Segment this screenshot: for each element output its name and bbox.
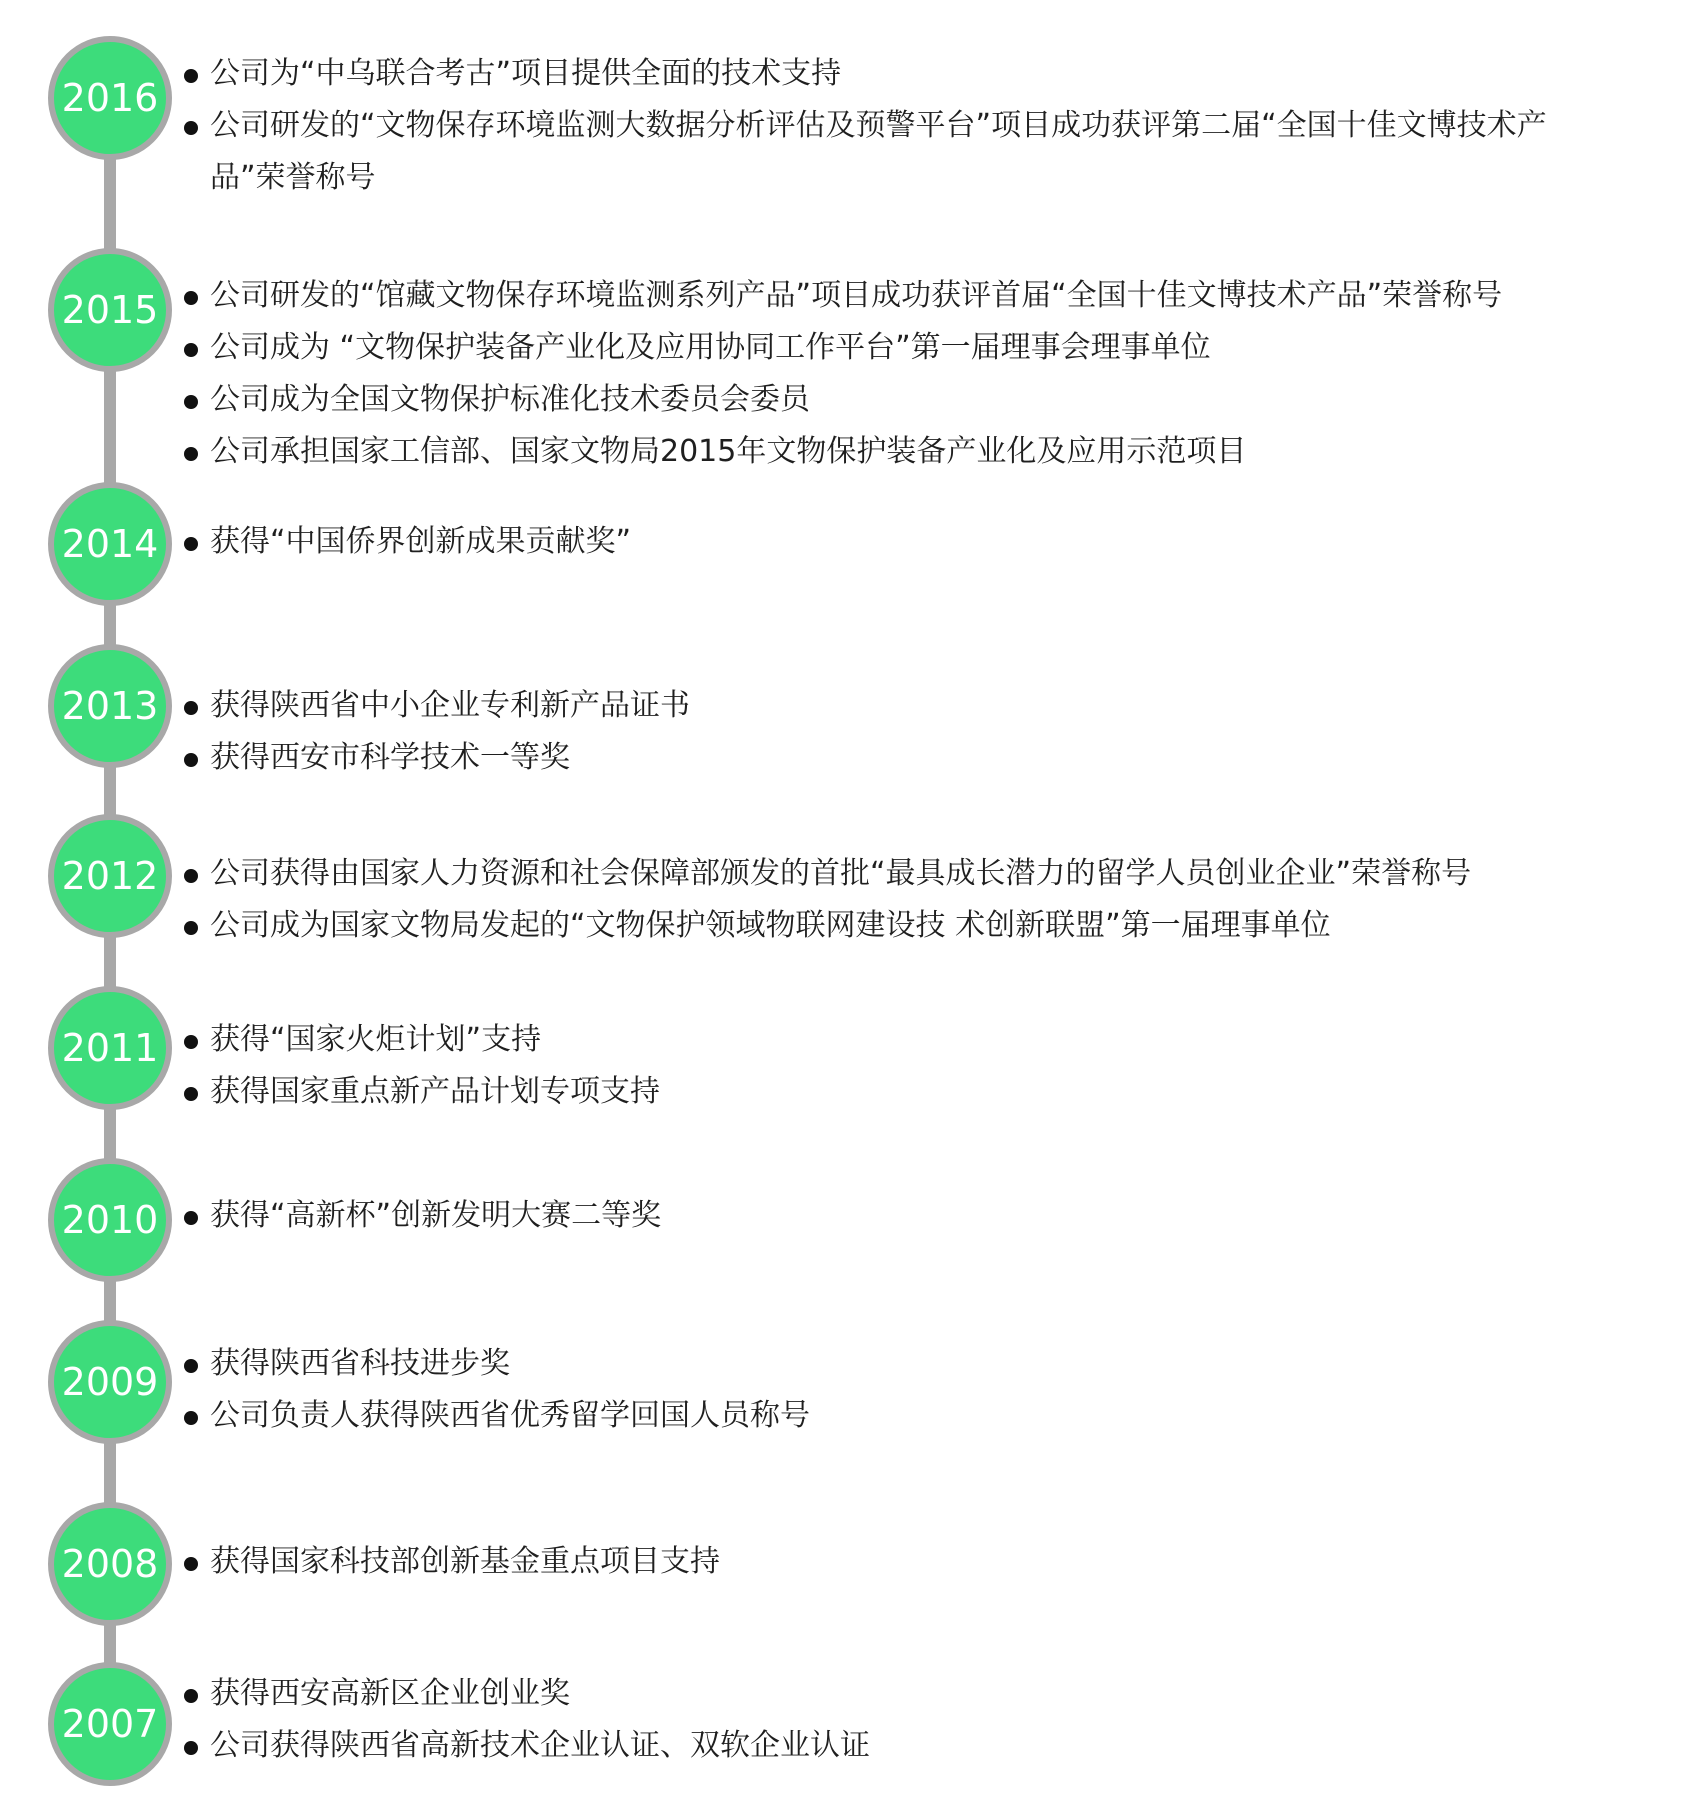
event-list: [182, 270, 1622, 478]
event-item: [182, 100, 1622, 204]
year-badge: 2014: [48, 482, 172, 606]
year-badge: 2015: [48, 248, 172, 372]
bullet-icon: [184, 343, 198, 357]
event-text: 获得国家科技部创新基金重点项目支持: [210, 1544, 720, 1579]
event-item: [182, 1536, 1622, 1588]
year-badge: 2011: [48, 986, 172, 1110]
event-text: 公司为“中乌联合考古”项目提供全面的技术支持: [210, 56, 842, 91]
event-list: [182, 680, 1622, 784]
event-item: [182, 1190, 1622, 1242]
bullet-icon: [184, 1411, 198, 1425]
bullet-icon: [184, 753, 198, 767]
event-text: 获得西安高新区企业创业奖: [210, 1676, 570, 1711]
event-text: 获得“高新杯”创新发明大赛二等奖: [210, 1198, 662, 1233]
event-text: 公司成为国家文物局发起的“文物保护领域物联网建设技 术创新联盟”第一届理事单位: [210, 908, 1331, 943]
bullet-icon: [184, 1359, 198, 1373]
bullet-icon: [184, 395, 198, 409]
event-list: [182, 1668, 1622, 1772]
event-text: 公司成为全国文物保护标准化技术委员会委员: [210, 382, 810, 417]
event-text: 获得西安市科学技术一等奖: [210, 740, 570, 775]
event-item: [182, 1014, 1622, 1066]
event-item: [182, 270, 1622, 322]
event-text: 获得国家重点新产品计划专项支持: [210, 1074, 660, 1109]
event-text: 公司成为 “文物保护装备产业化及应用协同工作平台”第一届理事会理事单位: [210, 330, 1211, 365]
event-list: [182, 848, 1622, 952]
event-text: 公司承担国家工信部、国家文物局2015年文物保护装备产业化及应用示范项目: [210, 434, 1247, 469]
bullet-icon: [184, 1087, 198, 1101]
event-item: [182, 48, 1622, 100]
event-item: [182, 516, 1622, 568]
year-badge: 2016: [48, 36, 172, 160]
bullet-icon: [184, 537, 198, 551]
bullet-icon: [184, 1557, 198, 1571]
event-text: 获得“国家火炬计划”支持: [210, 1022, 542, 1057]
event-text: 公司获得由国家人力资源和社会保障部颁发的首批“最具成长潜力的留学人员创业企业”荣誉称号: [210, 856, 1472, 891]
bullet-icon: [184, 447, 198, 461]
event-item: [182, 322, 1622, 374]
event-list: [182, 1014, 1622, 1118]
year-badge: 2008: [48, 1502, 172, 1626]
event-list: [182, 1338, 1622, 1442]
event-item: [182, 1720, 1622, 1772]
event-text: 公司研发的“馆藏文物保存环境监测系列产品”项目成功获评首届“全国十佳文博技术产品”荣誉称号: [210, 278, 1503, 313]
bullet-icon: [184, 701, 198, 715]
bullet-icon: [184, 291, 198, 305]
event-item: [182, 732, 1622, 784]
event-item: [182, 1066, 1622, 1118]
event-item: [182, 426, 1622, 478]
event-text: 公司研发的“文物保存环境监测大数据分析评估及预警平台”项目成功获评第二届“全国十佳文博技术产品”荣誉称号: [210, 108, 1547, 195]
bullet-icon: [184, 69, 198, 83]
event-text: 获得陕西省科技进步奖: [210, 1346, 510, 1381]
bullet-icon: [184, 921, 198, 935]
bullet-icon: [184, 1035, 198, 1049]
event-item: [182, 680, 1622, 732]
year-badge: 2007: [48, 1662, 172, 1786]
event-text: 公司负责人获得陕西省优秀留学回国人员称号: [210, 1398, 810, 1433]
event-item: [182, 900, 1622, 952]
event-item: [182, 1668, 1622, 1720]
bullet-icon: [184, 869, 198, 883]
event-list: [182, 516, 1622, 568]
event-text: 获得陕西省中小企业专利新产品证书: [210, 688, 690, 723]
event-text: 获得“中国侨界创新成果贡献奖”: [210, 524, 632, 559]
event-list: [182, 1190, 1622, 1242]
bullet-icon: [184, 1689, 198, 1703]
year-badge: 2012: [48, 814, 172, 938]
event-text: 公司获得陕西省高新技术企业认证、双软企业认证: [210, 1728, 870, 1763]
event-list: [182, 48, 1622, 204]
year-badge: 2010: [48, 1158, 172, 1282]
bullet-icon: [184, 121, 198, 135]
event-item: [182, 1390, 1622, 1442]
bullet-icon: [184, 1741, 198, 1755]
year-badge: 2013: [48, 644, 172, 768]
event-item: [182, 1338, 1622, 1390]
event-item: [182, 848, 1622, 900]
event-list: [182, 1536, 1622, 1588]
event-item: [182, 374, 1622, 426]
year-badge: 2009: [48, 1320, 172, 1444]
bullet-icon: [184, 1211, 198, 1225]
